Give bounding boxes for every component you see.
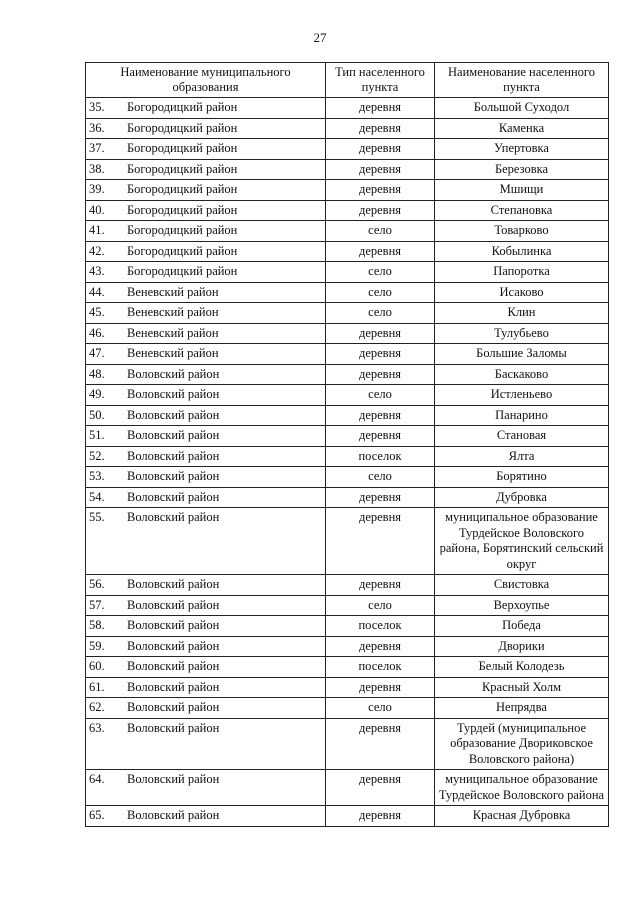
table-row — [86, 616, 609, 637]
municipality-name: Веневский район — [127, 346, 219, 360]
row-number: 52. — [89, 448, 105, 463]
row-number: 62. — [89, 700, 105, 714]
settlement-name-cell: Клин — [435, 303, 609, 324]
municipality-cell — [86, 323, 326, 344]
header-municipality: Наименование муниципального образования — [86, 63, 326, 98]
municipality-cell — [86, 262, 326, 283]
table-row — [86, 241, 609, 262]
municipality-name: Воловский район — [127, 469, 220, 483]
settlement-name-cell: Большой Суходол — [435, 98, 609, 119]
settlement-type-cell: деревня — [326, 718, 435, 770]
settlement-type-cell: деревня — [326, 139, 435, 160]
municipality-cell — [86, 657, 326, 678]
municipality-name: Воловский район — [127, 366, 220, 381]
table-body — [86, 98, 609, 827]
table-row — [86, 282, 609, 303]
municipality-name: Воловский район — [127, 679, 220, 694]
table-row — [86, 200, 609, 221]
municipality-cell — [86, 446, 326, 467]
row-number: 59. — [89, 638, 105, 653]
table-row — [86, 303, 609, 324]
settlement-name-cell: Березовка — [435, 159, 609, 180]
settlements-table — [85, 62, 609, 827]
row-number: 54. — [89, 489, 105, 504]
settlement-name-cell: Непрядва — [435, 698, 609, 719]
row-number: 41. — [89, 223, 105, 237]
table-row — [86, 806, 609, 827]
municipality-cell — [86, 508, 326, 575]
municipality-cell — [86, 595, 326, 616]
municipality-cell — [86, 636, 326, 657]
settlement-type-cell: село — [326, 282, 435, 303]
row-number: 51. — [89, 428, 105, 442]
municipality-cell — [86, 221, 326, 242]
settlement-type-cell: деревня — [326, 118, 435, 139]
settlement-type-cell: деревня — [326, 323, 435, 344]
settlement-type-cell: село — [326, 303, 435, 324]
row-number: 37. — [89, 141, 105, 155]
municipality-name: Воловский район — [127, 659, 220, 673]
settlement-name-cell: Становая — [435, 426, 609, 447]
row-number: 35. — [89, 100, 105, 114]
municipality-name: Богородицкий район — [127, 120, 238, 135]
row-number: 55. — [89, 510, 105, 524]
municipality-name: Богородицкий район — [127, 264, 238, 278]
municipality-cell — [86, 98, 326, 119]
settlement-type-cell: село — [326, 262, 435, 283]
row-number: 48. — [89, 366, 105, 381]
row-number: 46. — [89, 325, 105, 340]
table-row — [86, 221, 609, 242]
settlement-name-cell: Красный Холм — [435, 677, 609, 698]
settlement-type-cell: село — [326, 221, 435, 242]
table-row — [86, 180, 609, 201]
table-row — [86, 636, 609, 657]
settlement-name-cell: Панарино — [435, 405, 609, 426]
table-row — [86, 487, 609, 508]
settlement-name-cell: Папоротка — [435, 262, 609, 283]
table-row — [86, 508, 609, 575]
municipality-cell — [86, 677, 326, 698]
table-row — [86, 657, 609, 678]
settlement-type-cell: деревня — [326, 241, 435, 262]
row-number: 50. — [89, 407, 105, 422]
table-row — [86, 575, 609, 596]
municipality-cell — [86, 303, 326, 324]
municipality-cell — [86, 806, 326, 827]
row-number: 47. — [89, 346, 105, 360]
municipality-cell — [86, 118, 326, 139]
municipality-cell — [86, 159, 326, 180]
settlement-name-cell: Кобылинка — [435, 241, 609, 262]
row-number: 36. — [89, 120, 105, 135]
municipality-name: Воловский район — [127, 428, 220, 442]
table-row — [86, 770, 609, 806]
row-number: 42. — [89, 243, 105, 258]
table-row — [86, 323, 609, 344]
table-row — [86, 698, 609, 719]
row-number: 56. — [89, 577, 105, 591]
settlement-type-cell: деревня — [326, 487, 435, 508]
municipality-cell — [86, 200, 326, 221]
page-number: 27 — [313, 30, 327, 45]
municipality-name: Богородицкий район — [127, 243, 238, 258]
table-header-row — [86, 63, 609, 98]
settlement-type-cell: поселок — [326, 446, 435, 467]
settlement-name-cell: Тулубьево — [435, 323, 609, 344]
table-row — [86, 139, 609, 160]
municipality-name: Богородицкий район — [127, 202, 238, 217]
row-number: 65. — [89, 808, 105, 822]
row-number: 53. — [89, 469, 105, 483]
municipality-name: Воловский район — [127, 510, 220, 524]
municipality-name: Воловский район — [127, 772, 220, 786]
municipality-name: Веневский район — [127, 284, 219, 299]
settlement-name-cell: Турдей (муниципальное образование Двориковское Воловского района) — [435, 718, 609, 770]
settlement-name-cell: муниципальное образование Турдейское Воловского района, Борятинский сельский округ — [435, 508, 609, 575]
municipality-name: Воловский район — [127, 720, 220, 735]
settlement-name-cell: Мшищи — [435, 180, 609, 201]
municipality-cell — [86, 344, 326, 365]
municipality-name: Богородицкий район — [127, 100, 238, 114]
row-number: 43. — [89, 264, 105, 278]
settlement-type-cell: село — [326, 698, 435, 719]
municipality-name: Богородицкий район — [127, 223, 238, 237]
municipality-cell — [86, 139, 326, 160]
row-number: 40. — [89, 202, 105, 217]
municipality-name: Воловский район — [127, 597, 220, 612]
municipality-cell — [86, 487, 326, 508]
municipality-name: Богородицкий район — [127, 182, 238, 196]
municipality-cell — [86, 718, 326, 770]
municipality-name: Воловский район — [127, 448, 220, 463]
row-number: 45. — [89, 305, 105, 319]
settlement-type-cell: поселок — [326, 657, 435, 678]
settlement-name-cell: Красная Дубровка — [435, 806, 609, 827]
settlement-type-cell: село — [326, 467, 435, 488]
municipality-name: Воловский район — [127, 489, 220, 504]
table-row — [86, 344, 609, 365]
municipality-name: Богородицкий район — [127, 141, 238, 155]
settlement-name-cell: Белый Колодезь — [435, 657, 609, 678]
settlement-type-cell: деревня — [326, 426, 435, 447]
settlement-type-cell: деревня — [326, 508, 435, 575]
municipality-cell — [86, 426, 326, 447]
header-settlement-name: Наименование населенного пункта — [435, 63, 609, 98]
table-row — [86, 159, 609, 180]
settlement-type-cell: деревня — [326, 200, 435, 221]
settlement-type-cell: деревня — [326, 159, 435, 180]
settlement-name-cell: Упертовка — [435, 139, 609, 160]
settlement-type-cell: деревня — [326, 180, 435, 201]
settlement-type-cell: деревня — [326, 98, 435, 119]
row-number: 61. — [89, 679, 105, 694]
municipality-cell — [86, 364, 326, 385]
municipality-name: Воловский район — [127, 700, 220, 714]
row-number: 58. — [89, 618, 105, 632]
municipality-cell — [86, 575, 326, 596]
settlement-name-cell: Баскаково — [435, 364, 609, 385]
municipality-name: Веневский район — [127, 305, 219, 319]
row-number: 64. — [89, 772, 105, 786]
table-row — [86, 262, 609, 283]
settlement-type-cell: село — [326, 595, 435, 616]
municipality-cell — [86, 467, 326, 488]
settlement-type-cell: деревня — [326, 364, 435, 385]
municipality-name: Воловский район — [127, 407, 220, 422]
municipality-name: Веневский район — [127, 325, 219, 340]
settlement-type-cell: село — [326, 385, 435, 406]
settlement-name-cell: Исаково — [435, 282, 609, 303]
settlement-name-cell: Истленьево — [435, 385, 609, 406]
settlement-name-cell: Товарково — [435, 221, 609, 242]
row-number: 60. — [89, 659, 105, 673]
settlement-name-cell: Дубровка — [435, 487, 609, 508]
municipality-cell — [86, 770, 326, 806]
settlement-name-cell: Степановка — [435, 200, 609, 221]
table-row — [86, 98, 609, 119]
settlement-name-cell: Большие Заломы — [435, 344, 609, 365]
settlement-name-cell: Свистовка — [435, 575, 609, 596]
settlement-type-cell: поселок — [326, 616, 435, 637]
table-row — [86, 677, 609, 698]
municipality-cell — [86, 241, 326, 262]
municipality-cell — [86, 698, 326, 719]
settlement-name-cell: Ялта — [435, 446, 609, 467]
row-number: 38. — [89, 161, 105, 176]
row-number: 39. — [89, 182, 105, 196]
settlement-name-cell: Борятино — [435, 467, 609, 488]
settlement-type-cell: деревня — [326, 344, 435, 365]
municipality-name: Воловский район — [127, 618, 220, 632]
row-number: 44. — [89, 284, 105, 299]
table-row — [86, 364, 609, 385]
row-number: 49. — [89, 387, 105, 401]
municipality-name: Воловский район — [127, 387, 220, 401]
municipality-cell — [86, 180, 326, 201]
row-number: 57. — [89, 597, 105, 612]
header-settlement-type: Тип населенного пункта — [326, 63, 435, 98]
settlement-type-cell: деревня — [326, 405, 435, 426]
row-number: 63. — [89, 720, 105, 735]
settlement-name-cell: Верхоупье — [435, 595, 609, 616]
table-row — [86, 118, 609, 139]
settlement-name-cell: Каменка — [435, 118, 609, 139]
municipality-name: Богородицкий район — [127, 161, 238, 176]
settlement-type-cell: деревня — [326, 636, 435, 657]
municipality-cell — [86, 616, 326, 637]
table-row — [86, 385, 609, 406]
settlement-name-cell: Победа — [435, 616, 609, 637]
table-row — [86, 426, 609, 447]
table-row — [86, 718, 609, 770]
settlement-type-cell: деревня — [326, 575, 435, 596]
table-row — [86, 405, 609, 426]
settlement-name-cell: Дворики — [435, 636, 609, 657]
settlement-type-cell: деревня — [326, 806, 435, 827]
municipality-cell — [86, 282, 326, 303]
municipality-cell — [86, 385, 326, 406]
municipality-name: Воловский район — [127, 577, 220, 591]
table-row — [86, 595, 609, 616]
settlement-name-cell: муниципальное образование Турдейское Воловского района — [435, 770, 609, 806]
municipality-name: Воловский район — [127, 808, 220, 822]
municipality-cell — [86, 405, 326, 426]
settlement-type-cell: деревня — [326, 677, 435, 698]
settlement-type-cell: деревня — [326, 770, 435, 806]
table-row — [86, 467, 609, 488]
table-row — [86, 446, 609, 467]
municipality-name: Воловский район — [127, 638, 220, 653]
